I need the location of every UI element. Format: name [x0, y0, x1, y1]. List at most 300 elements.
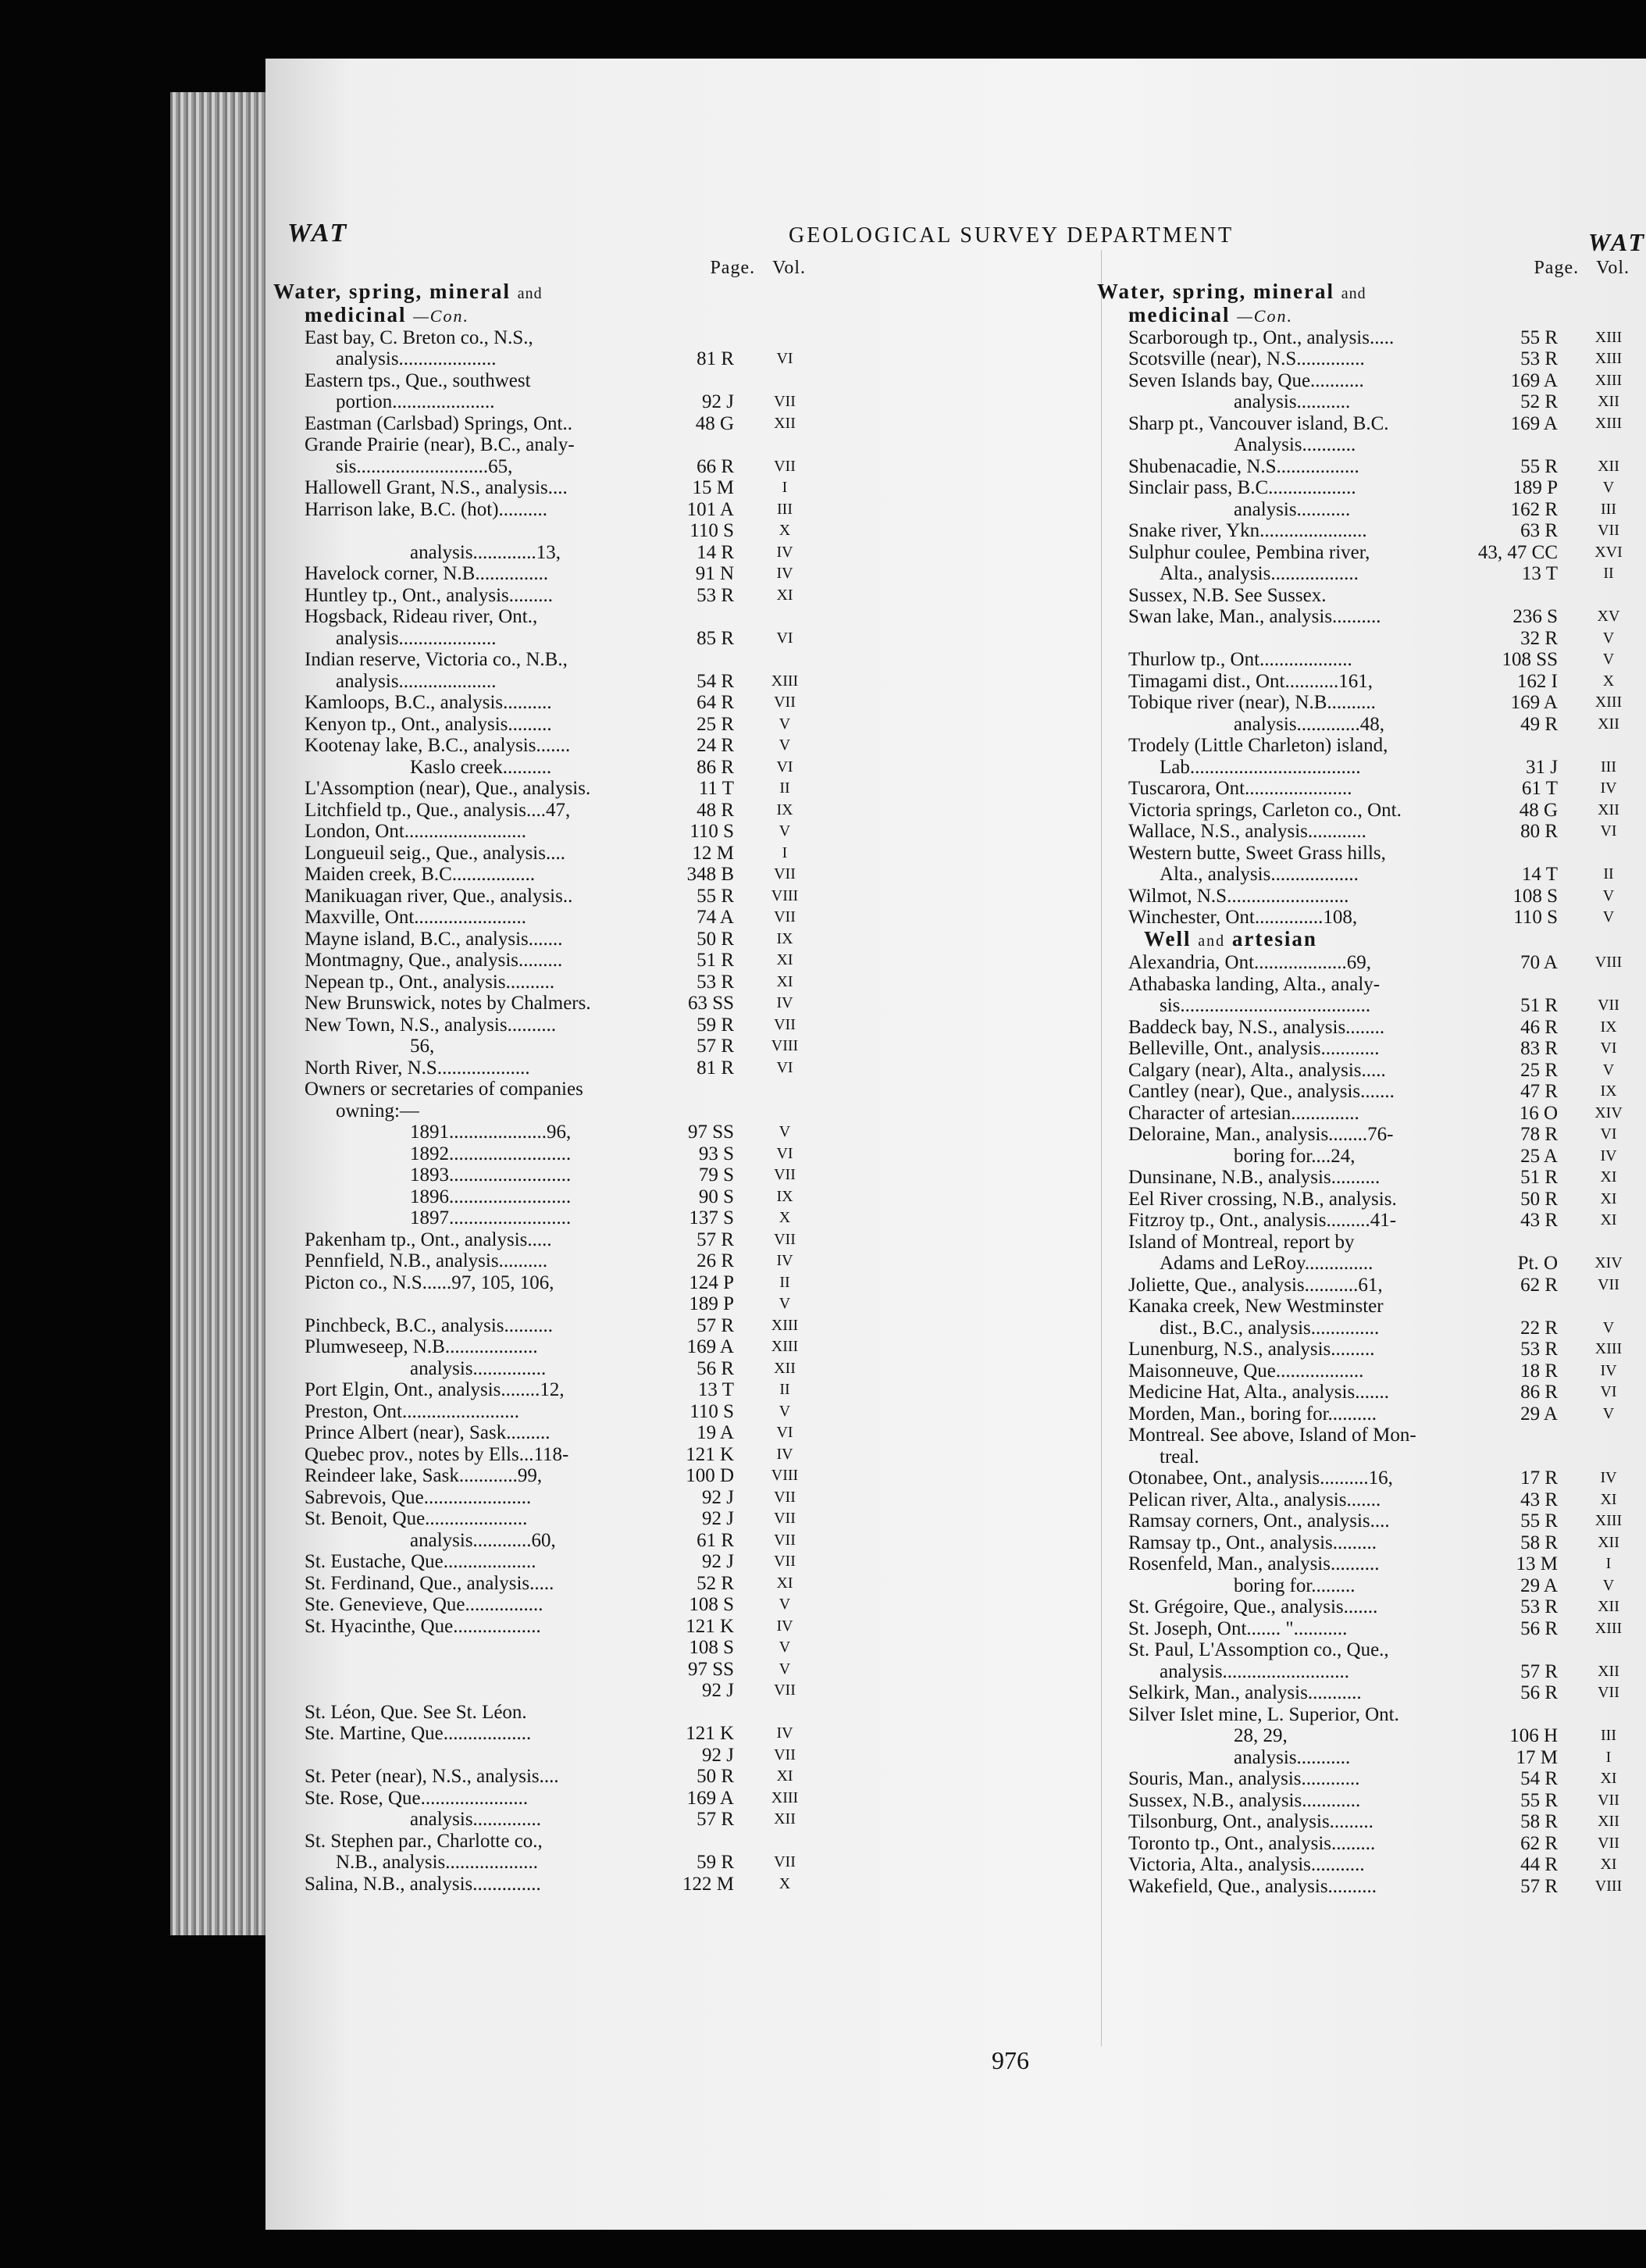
entry-page: 169 A — [1510, 412, 1558, 434]
entry-volume: VII — [774, 865, 796, 883]
index-entry — [273, 1250, 820, 1272]
index-entry — [1097, 1639, 1644, 1661]
index-entry — [273, 563, 820, 585]
entry-text: Salina, N.B., analysis.............. — [305, 1873, 541, 1895]
entry-text: Cantley (near), Que., analysis....... — [1128, 1081, 1395, 1102]
entry-text: Western butte, Sweet Grass hills, — [1128, 842, 1386, 864]
entry-volume: VII — [1598, 1834, 1619, 1852]
entry-page: 18 R — [1520, 1360, 1558, 1382]
index-entry — [273, 1336, 820, 1358]
entry-volume: XIII — [1594, 1512, 1623, 1529]
entry-page: 56 R — [1520, 1682, 1558, 1703]
entry-text: Sussex, N.B., analysis............ — [1128, 1789, 1361, 1811]
index-entry — [1097, 1318, 1644, 1339]
index-entry — [1097, 1682, 1644, 1704]
entry-volume: VIII — [1594, 1877, 1623, 1895]
entry-page: 97 SS — [687, 1658, 734, 1680]
entry-text: Owners or secretaries of companies — [305, 1079, 583, 1100]
index-entry — [273, 714, 820, 736]
entry-page: 55 R — [1520, 326, 1558, 348]
entry-text: Nepean tp., Ont., analysis.......... — [305, 971, 555, 993]
index-entry — [273, 1122, 820, 1143]
entry-volume: IV — [1600, 1469, 1617, 1486]
entry-page: 57 R — [1520, 1660, 1558, 1682]
entry-volume: XV — [1597, 608, 1620, 625]
entry-volume: X — [1602, 672, 1615, 690]
entry-volume: XI — [1600, 1856, 1617, 1873]
entry-volume: VII — [1598, 522, 1619, 539]
entry-text: St. Paul, L'Assomption co., Que., — [1128, 1639, 1389, 1660]
entry-page: 108 SS — [1502, 649, 1558, 670]
entry-volume: I — [782, 843, 788, 861]
index-entry — [273, 907, 820, 929]
index-entry — [1097, 1747, 1644, 1769]
entry-text: analysis............... — [410, 1357, 547, 1379]
entry-text: Lab................................... — [1160, 756, 1361, 778]
index-entry — [273, 1036, 820, 1057]
entry-text: analysis............60, — [410, 1529, 556, 1551]
index-entry — [1097, 1811, 1644, 1833]
entry-page: 92 J — [702, 1744, 734, 1766]
index-entry — [1097, 1232, 1644, 1253]
entry-text: Pennfield, N.B., analysis.......... — [305, 1250, 548, 1271]
entry-page: 56 R — [1520, 1617, 1558, 1639]
index-entry — [1097, 1017, 1644, 1039]
index-entry — [1097, 649, 1644, 671]
entry-text: St. Stephen par., Charlotte co., — [305, 1830, 543, 1852]
entry-page: 57 R — [697, 1809, 734, 1830]
entry-text: Sulphur coulee, Pembina river, — [1128, 541, 1370, 563]
index-entry — [1097, 692, 1644, 714]
entry-page: 169 A — [1510, 692, 1558, 713]
entry-volume: IX — [1600, 1082, 1617, 1100]
index-entry — [273, 327, 820, 349]
entry-page: 70 A — [1520, 952, 1558, 973]
entry-text: Preston, Ont........................ — [305, 1400, 519, 1422]
entry-text: St. Peter (near), N.S., analysis.... — [305, 1766, 559, 1787]
index-entry — [273, 1702, 820, 1724]
entry-volume: XIII — [1594, 414, 1623, 432]
index-entry — [1097, 499, 1644, 521]
entry-text: N.B., analysis................... — [336, 1852, 539, 1873]
entry-page: 121 K — [686, 1615, 734, 1637]
vol-label: Vol. — [772, 258, 806, 278]
entry-page: 97 SS — [687, 1122, 734, 1143]
entry-volume: VII — [774, 1230, 796, 1248]
index-entry — [1097, 1167, 1644, 1189]
entry-text: Reindeer lake, Sask............99, — [305, 1465, 543, 1486]
section-heading-cont: medicinal —Con. — [305, 303, 469, 326]
entry-volume: VI — [776, 1058, 793, 1076]
entry-volume: X — [778, 1874, 791, 1892]
entry-volume: VII — [1598, 1275, 1619, 1293]
entry-text: analysis........... — [1234, 1746, 1351, 1768]
entry-volume: III — [1601, 1727, 1616, 1744]
entry-volume: IV — [1600, 1361, 1617, 1379]
entry-text: Harrison lake, B.C. (hot).......... — [305, 498, 548, 520]
index-entry — [273, 1745, 820, 1767]
index-entry — [1097, 886, 1644, 908]
entry-page: 91 N — [695, 563, 734, 584]
entry-page: 55 R — [697, 885, 734, 907]
entry-volume: XIII — [1594, 694, 1623, 711]
entry-page: Pt. O — [1517, 1253, 1558, 1274]
entry-text: Kaslo creek.......... — [410, 756, 552, 778]
index-entry — [273, 692, 820, 714]
entry-volume: I — [782, 479, 788, 496]
entry-list — [1097, 327, 1644, 929]
entry-volume: XI — [1600, 1490, 1617, 1508]
entry-volume: IV — [776, 1445, 793, 1463]
entry-page: 51 R — [1520, 1167, 1558, 1188]
entry-page: 14 T — [1521, 864, 1558, 885]
index-entry — [1097, 1489, 1644, 1511]
entry-page: 50 R — [697, 1766, 734, 1787]
index-entry — [1097, 542, 1644, 564]
entry-text: Kamloops, B.C., analysis.......... — [305, 692, 552, 713]
entry-page: 48 G — [1519, 799, 1558, 821]
index-entry — [1097, 1768, 1644, 1790]
entry-volume: VII — [1598, 1791, 1619, 1809]
entry-page: 110 S — [689, 1400, 734, 1422]
entry-page: 92 J — [702, 1680, 734, 1701]
index-entry — [273, 1530, 820, 1552]
entry-volume: VII — [774, 1166, 796, 1183]
entry-page: 52 R — [1520, 391, 1558, 412]
entry-volume: XI — [776, 1574, 793, 1592]
entry-page: 137 S — [689, 1207, 734, 1228]
index-entry — [273, 972, 820, 993]
index-entry — [273, 1766, 820, 1788]
entry-text: Prince Albert (near), Sask......... — [305, 1422, 550, 1443]
entry-page: 110 S — [689, 821, 734, 842]
index-entry — [273, 1637, 820, 1659]
index-entry — [273, 1788, 820, 1810]
entry-volume: XIII — [771, 1338, 799, 1355]
entry-volume: V — [778, 822, 791, 840]
right-column — [1097, 258, 1644, 1897]
entry-page: 58 R — [1520, 1532, 1558, 1553]
entry-page: 50 R — [1520, 1188, 1558, 1210]
index-entry — [273, 1659, 820, 1681]
index-entry — [1097, 864, 1644, 886]
entry-page: 81 R — [697, 1057, 734, 1079]
entry-page: 169 A — [1510, 369, 1558, 391]
entry-page: 43 R — [1520, 1210, 1558, 1231]
entry-text: sis....................................... — [1160, 995, 1371, 1016]
entry-volume: VII — [1598, 1684, 1619, 1701]
entry-text: treal. — [1160, 1446, 1199, 1467]
entry-text: Sharp pt., Vancouver island, B.C. — [1128, 412, 1389, 434]
entry-volume: II — [779, 1273, 790, 1291]
entry-text: Athabaska landing, Alta., analy- — [1128, 973, 1381, 995]
entry-page: 110 S — [1513, 907, 1558, 928]
entry-page: 162 I — [1516, 670, 1558, 692]
index-entry — [273, 1379, 820, 1401]
entry-volume: IV — [776, 1252, 793, 1269]
entry-text: Calgary (near), Alta., analysis..... — [1128, 1059, 1386, 1081]
index-entry — [1097, 671, 1644, 693]
index-entry — [1097, 1382, 1644, 1403]
entry-volume: XII — [1598, 801, 1619, 818]
entry-volume: VIII — [771, 1467, 799, 1484]
entry-text: St. Benoit, Que..................... — [305, 1508, 528, 1529]
entry-page: 348 B — [686, 864, 734, 885]
entry-volume: V — [778, 1596, 791, 1613]
vol-label: Vol. — [1596, 258, 1630, 278]
entry-text: analysis........... — [1234, 391, 1351, 412]
entry-text: Trodely (Little Charleton) island, — [1128, 735, 1388, 756]
index-entry — [1097, 1124, 1644, 1146]
entry-volume: V — [1602, 629, 1615, 647]
index-entry — [1097, 1296, 1644, 1318]
entry-volume: X — [778, 522, 791, 539]
entry-text: Island of Montreal, report by — [1128, 1231, 1355, 1253]
entry-volume: XI — [1600, 1211, 1617, 1228]
entry-volume: IX — [776, 1187, 793, 1205]
entry-text: analysis.............48, — [1234, 713, 1385, 735]
index-entry — [1097, 1661, 1644, 1683]
entry-volume: VII — [774, 1746, 796, 1763]
entry-text: Ramsay corners, Ont., analysis.... — [1128, 1510, 1390, 1532]
entry-page: 25 A — [1520, 1145, 1558, 1167]
entry-text: Medicine Hat, Alta., analysis....... — [1128, 1382, 1389, 1403]
index-entry — [273, 628, 820, 650]
entry-text: Fitzroy tp., Ont., analysis.........41- — [1128, 1210, 1397, 1231]
entry-text: North River, N.S................... — [305, 1057, 530, 1079]
entry-page: 93 S — [698, 1143, 734, 1164]
entry-list — [273, 327, 820, 1895]
entry-volume: XII — [774, 1359, 796, 1377]
section-heading: Water, spring, mineral and — [273, 279, 543, 303]
entry-volume: II — [779, 1381, 790, 1398]
entry-text: 1891....................96, — [410, 1122, 572, 1143]
entry-text: Tuscarora, Ont...................... — [1128, 778, 1352, 799]
entry-volume: XI — [776, 1767, 793, 1785]
entry-volume: II — [1603, 865, 1614, 883]
entry-volume: V — [778, 736, 791, 754]
entry-page: 12 M — [692, 842, 734, 864]
index-entry — [1097, 952, 1644, 974]
entry-text: boring for......... — [1234, 1574, 1356, 1596]
entry-page: 56 R — [697, 1357, 734, 1379]
entry-text: analysis.................... — [336, 348, 497, 369]
index-entry — [273, 1444, 820, 1466]
index-entry — [1097, 1146, 1644, 1168]
index-entry — [1097, 1854, 1644, 1876]
index-entry — [273, 606, 820, 628]
entry-text: analysis.............13, — [410, 541, 561, 563]
index-entry — [273, 1143, 820, 1165]
entry-page: 101 A — [686, 498, 734, 520]
index-entry — [1097, 628, 1644, 650]
entry-volume: II — [1603, 565, 1614, 582]
index-entry — [1097, 370, 1644, 392]
entry-page: 13 M — [1516, 1553, 1558, 1574]
entry-text: Rosenfeld, Man., analysis.......... — [1128, 1553, 1380, 1574]
entry-volume: VII — [774, 1488, 796, 1506]
entry-text: Sinclair pass, B.C.................. — [1128, 477, 1356, 498]
index-entry — [273, 413, 820, 435]
entry-page: 78 R — [1520, 1124, 1558, 1145]
entry-text: Belleville, Ont., analysis............ — [1128, 1038, 1380, 1059]
entry-page: 17 R — [1520, 1467, 1558, 1489]
index-entry — [1097, 563, 1644, 585]
entry-page: 169 A — [686, 1787, 734, 1809]
entry-volume: II — [779, 779, 790, 797]
entry-page: 53 R — [1520, 1339, 1558, 1360]
entry-text: analysis........... — [1234, 498, 1351, 520]
entry-page: 92 J — [702, 1551, 734, 1572]
index-entry — [273, 1186, 820, 1208]
index-entry — [273, 1680, 820, 1702]
entry-text: analysis.................... — [336, 670, 497, 692]
entry-text: St. Joseph, Ont....... "........... — [1128, 1617, 1348, 1639]
entry-page: 79 S — [698, 1164, 734, 1186]
entry-page: 80 R — [1520, 821, 1558, 842]
entry-text: Toronto tp., Ont., analysis......... — [1128, 1832, 1376, 1854]
entry-volume: XI — [1600, 1168, 1617, 1186]
entry-text: Tobique river (near), N.B.......... — [1128, 692, 1376, 713]
index-entry — [1097, 456, 1644, 478]
entry-page: 122 M — [682, 1873, 734, 1895]
index-entry — [273, 542, 820, 564]
entry-page: 92 J — [702, 1486, 734, 1508]
entry-volume: I — [1605, 1748, 1612, 1766]
index-entry — [1097, 1876, 1644, 1898]
index-entry — [273, 1594, 820, 1616]
entry-text: Manikuagan river, Que., analysis.. — [305, 885, 573, 907]
entry-volume: XI — [776, 972, 793, 990]
entry-volume: V — [1602, 479, 1615, 496]
entry-page: 124 P — [689, 1271, 734, 1293]
entry-text: Baddeck bay, N.S., analysis........ — [1128, 1016, 1385, 1038]
entry-text: Eel River crossing, N.B., analysis. — [1128, 1188, 1397, 1210]
entry-text: Sabrevois, Que...................... — [305, 1486, 532, 1508]
entry-volume: VI — [776, 350, 793, 367]
entry-text: Ste. Martine, Que.................. — [305, 1723, 532, 1744]
entry-page: 108 S — [689, 1594, 734, 1615]
entry-page: 53 R — [697, 971, 734, 993]
entry-text: Shubenacadie, N.S................. — [1128, 455, 1359, 477]
index-entry — [1097, 1467, 1644, 1489]
index-entry — [273, 1401, 820, 1423]
entry-volume: VII — [774, 1510, 796, 1527]
column-header — [273, 258, 820, 280]
entry-text: 56, — [410, 1036, 435, 1057]
entry-page: 53 R — [697, 584, 734, 606]
index-entry — [1097, 1704, 1644, 1726]
entry-volume: XI — [1600, 1189, 1617, 1207]
index-entry — [1097, 1339, 1644, 1360]
entry-text: St. Léon, Que. See St. Léon. — [305, 1701, 527, 1723]
entry-page: 189 P — [689, 1293, 734, 1314]
entry-volume: XIII — [1594, 371, 1623, 389]
entry-volume: VI — [776, 758, 793, 776]
entry-page: 57 R — [697, 1228, 734, 1250]
entry-text: 1893......................... — [410, 1164, 572, 1186]
entry-text: Alexandria, Ont...................69, — [1128, 952, 1372, 973]
index-entry — [273, 757, 820, 779]
index-entry — [273, 1358, 820, 1380]
index-entry — [273, 886, 820, 908]
entry-page: 108 S — [1512, 885, 1558, 907]
entry-volume: IV — [776, 565, 793, 582]
index-entry — [1097, 1532, 1644, 1554]
entry-text: owning:— — [336, 1100, 419, 1122]
entry-volume: XIII — [771, 1788, 799, 1806]
index-entry — [1097, 327, 1644, 349]
index-entry — [273, 1874, 820, 1895]
entry-volume: XIV — [1594, 1254, 1623, 1271]
entry-text: Grande Prairie (near), B.C., analy- — [305, 434, 575, 455]
index-entry — [273, 456, 820, 478]
header-left: WAT — [287, 219, 349, 248]
entry-page: 59 R — [697, 1014, 734, 1036]
entry-text: portion..................... — [336, 391, 495, 412]
entry-page: 29 A — [1520, 1403, 1558, 1425]
index-entry — [273, 499, 820, 521]
entry-volume: I — [1605, 1555, 1612, 1572]
index-entry — [1097, 434, 1644, 456]
index-entry — [273, 585, 820, 607]
entry-text: Pinchbeck, B.C., analysis.......... — [305, 1314, 554, 1336]
entry-page: 29 A — [1520, 1574, 1558, 1596]
index-entry — [273, 1293, 820, 1315]
index-entry — [1097, 1403, 1644, 1425]
index-entry — [273, 1809, 820, 1831]
entry-page: 16 O — [1519, 1102, 1558, 1124]
entry-text: Maxville, Ont....................... — [305, 907, 527, 928]
entry-text: Quebec prov., notes by Ells...118- — [305, 1443, 569, 1465]
entry-page: 17 M — [1516, 1746, 1558, 1768]
entry-text: Indian reserve, Victoria co., N.B., — [305, 649, 568, 670]
entry-text: Snake river, Ykn...................... — [1128, 520, 1367, 541]
entry-text: Huntley tp., Ont., analysis......... — [305, 584, 554, 606]
entry-page: 24 R — [697, 735, 734, 756]
entry-page: 162 R — [1510, 498, 1558, 520]
index-entry — [1097, 585, 1644, 607]
entry-page: 92 J — [702, 391, 734, 412]
index-entry — [1097, 1833, 1644, 1855]
entry-volume: V — [1602, 1318, 1615, 1336]
entry-text: Port Elgin, Ont., analysis........12, — [305, 1379, 565, 1400]
index-entry — [1097, 1575, 1644, 1597]
entry-volume: XII — [1598, 1813, 1619, 1830]
index-entry — [273, 1079, 820, 1100]
entry-page: 55 R — [1520, 1510, 1558, 1532]
entry-volume: V — [778, 1639, 791, 1656]
index-entry — [273, 735, 820, 757]
index-entry — [273, 1057, 820, 1079]
index-entry — [273, 1422, 820, 1444]
index-entry — [1097, 821, 1644, 843]
entry-volume: VI — [1600, 1040, 1617, 1057]
index-entry — [1097, 800, 1644, 822]
entry-volume: V — [1602, 1404, 1615, 1422]
entry-page: 49 R — [1520, 713, 1558, 735]
entry-text: Silver Islet mine, L. Superior, Ont. — [1128, 1703, 1399, 1725]
index-entry — [1097, 1060, 1644, 1082]
entry-volume: VII — [1598, 997, 1619, 1014]
index-entry — [273, 520, 820, 542]
entry-page: 62 R — [1520, 1274, 1558, 1296]
entry-page: 61 R — [697, 1529, 734, 1551]
entry-page: 25 R — [1520, 1059, 1558, 1081]
entry-text: Havelock corner, N.B............... — [305, 563, 549, 584]
entry-page: 86 R — [697, 756, 734, 778]
index-entry — [273, 1487, 820, 1509]
